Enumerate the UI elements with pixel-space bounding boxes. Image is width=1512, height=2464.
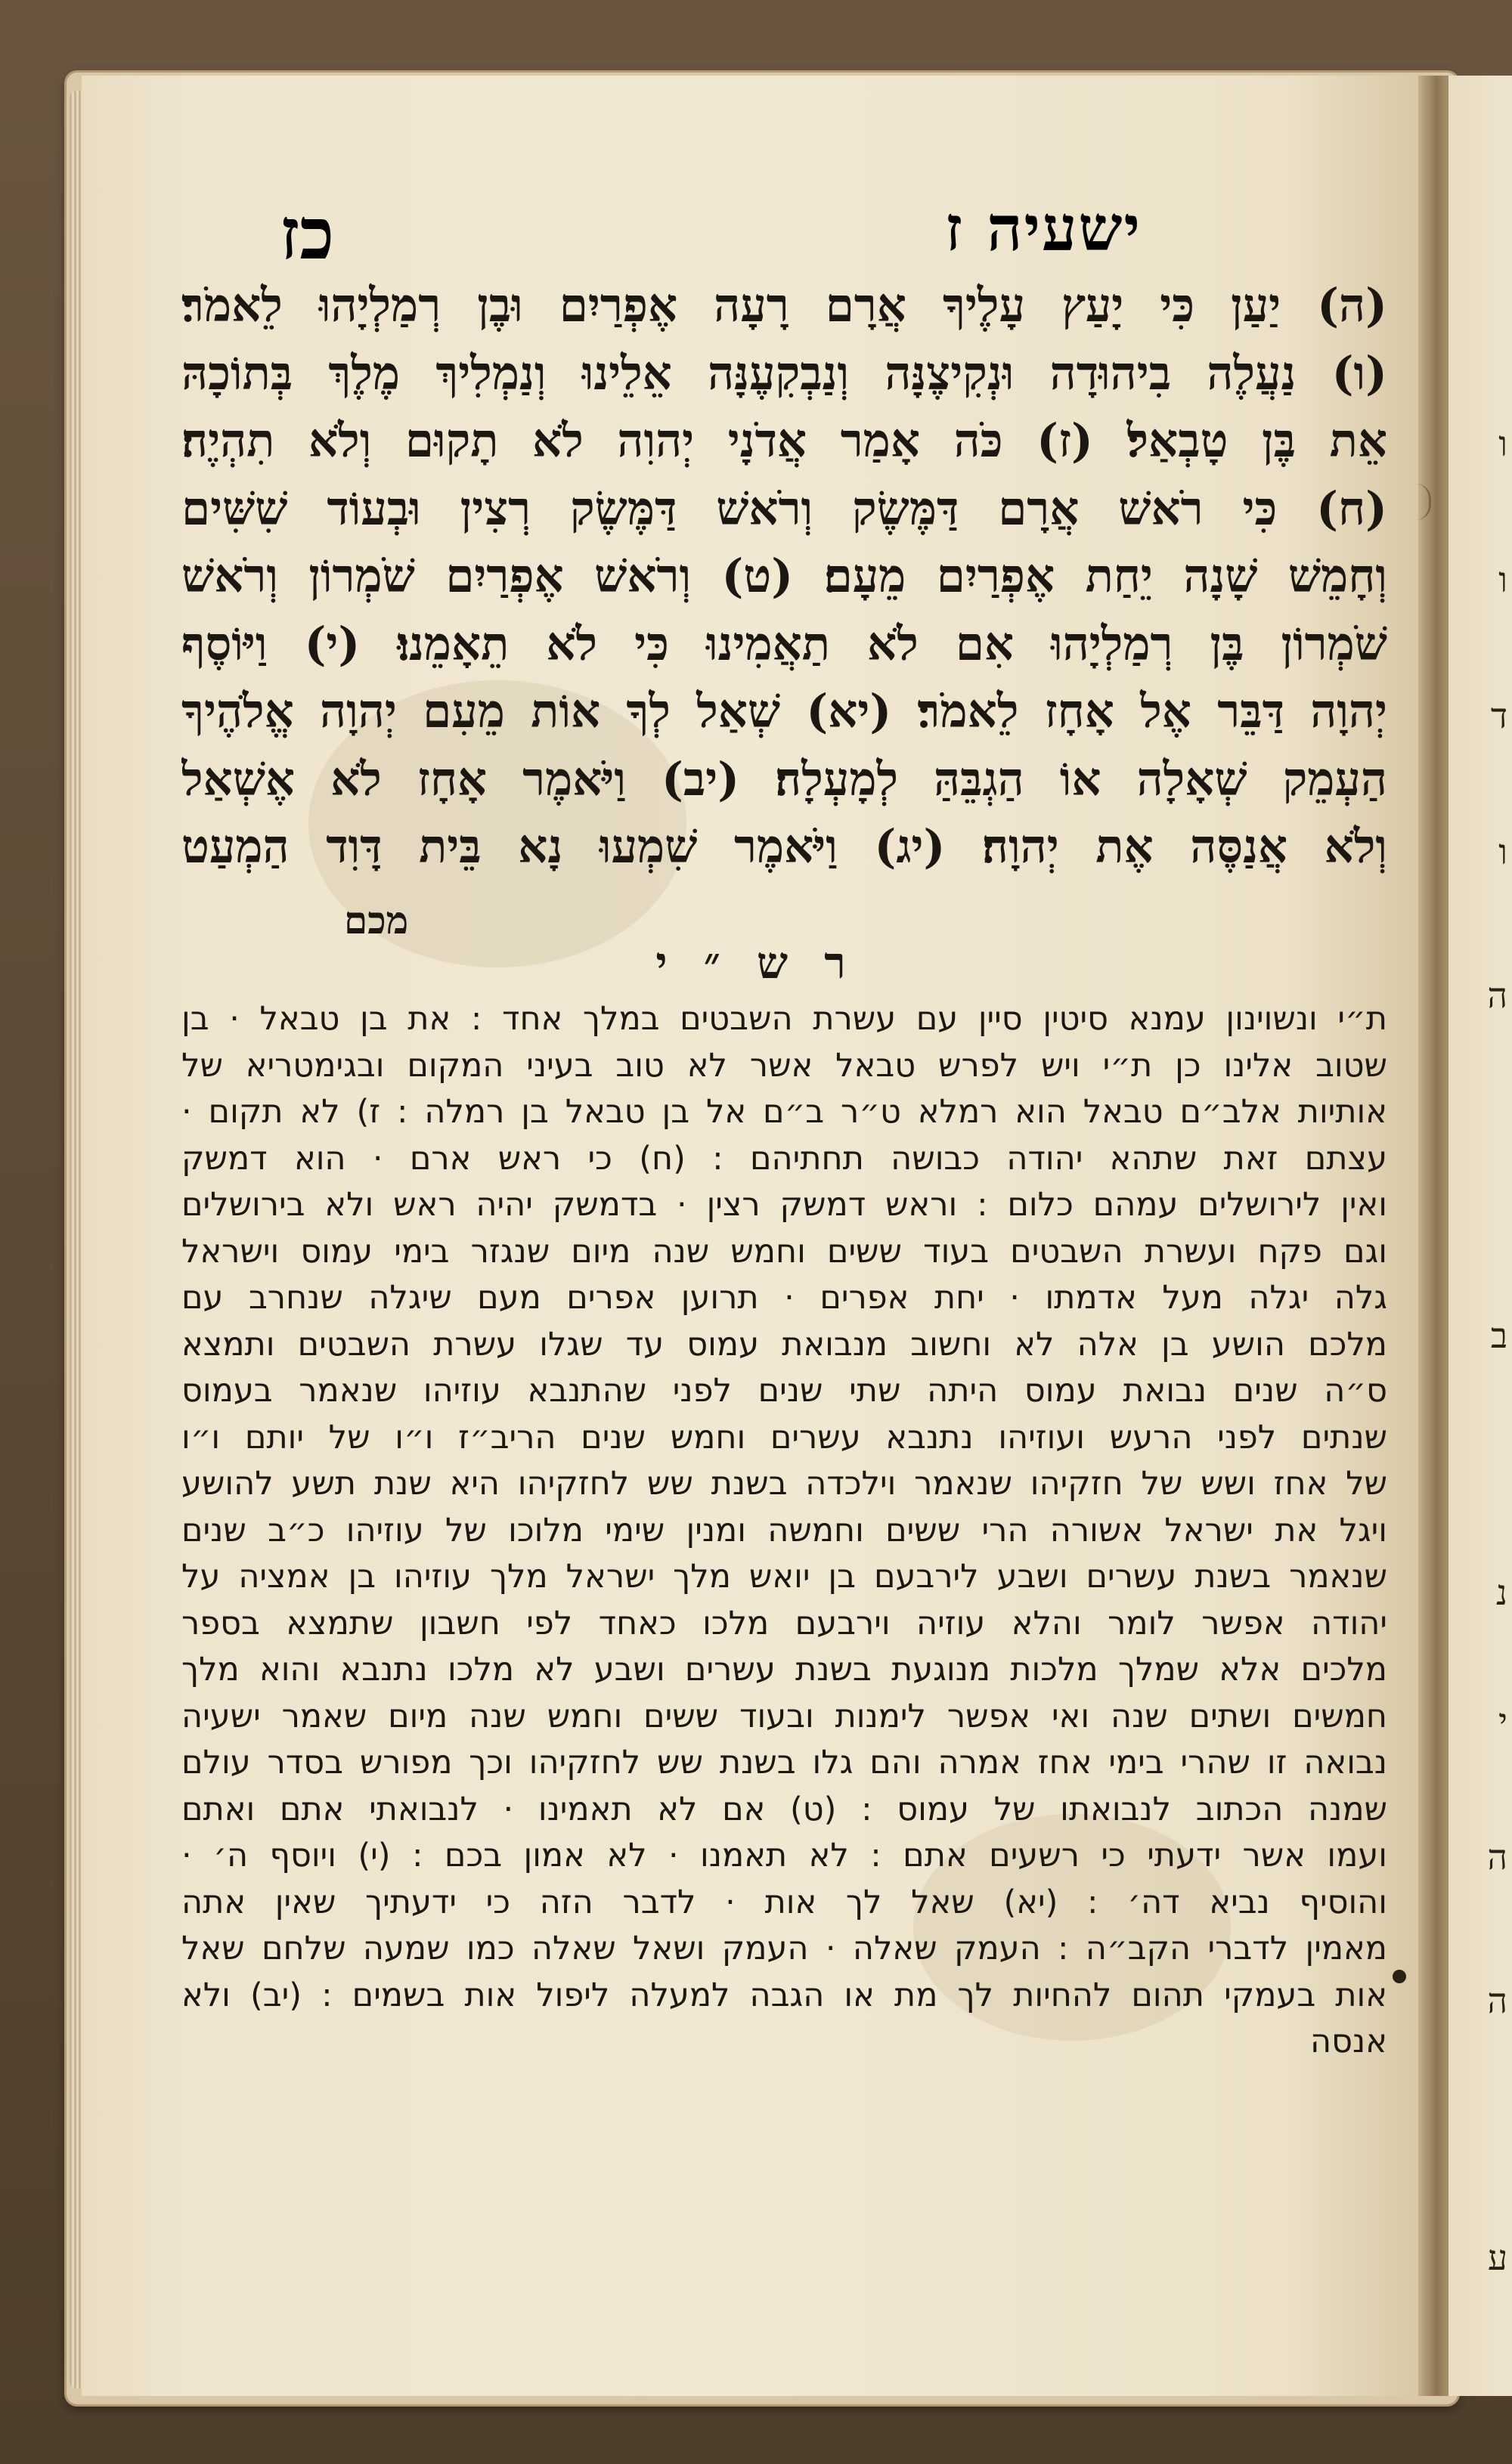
page-header (280, 193, 1331, 276)
commentary-line: וגם פקח ועשרת השבטים בעוד ששים וחמש שנה מיום שנגזר בימי עמוס וישראל (181, 1232, 1387, 1271)
commentary-line: ויגל את ישראל אשורה הרי ששים וחמשה ומנין שימי מלוכו של עוזיהו כ״ב שנים (181, 1511, 1387, 1549)
facing-page-letter: י (1498, 1701, 1507, 1741)
commentary-line: שמנה הכתוב לנבואתו של עמוס : (ט) אם לא תאמינו · לנבואתי אתם ואתם (181, 1790, 1387, 1828)
bible-line: וְלֹא אֲנַסֶּה אֶת יְהוָה׃ (יג) וַיֹּאמֶר שִׁמְעוּ נָא בֵּית דָּוִד הַמְעַט (181, 820, 1387, 874)
catchword: מכם (344, 898, 409, 943)
commentary-line: ואין לירושלים עמהם כלום : וראש דמשק רצין · בדמשק יהיה ראש ולא בירושלים (181, 1186, 1387, 1224)
commentary-line: אותיות אלב״ם טבאל הוא רמלא ט״ר ב״ם אל בן טבאל בן רמלה : ז) לא תקום · (181, 1093, 1387, 1131)
commentary-line: גלה יגלה מעל אדמתו · יחת אפרים · תרוען אפרים מעם שיגלה שנחרב עם (181, 1279, 1387, 1317)
commentary-line: חמשים ושתים שנה ואי אפשר לימנות ובעוד ששים וחמש שנה מיום שאמר ישעיה (181, 1697, 1387, 1735)
commentary-line: מאמין לדברי הקב״ה : העמק שאלה · העמק ושאל שאלה כמו שמעה שלחם שאל (181, 1930, 1387, 1967)
bible-line: וְחָמֵשׁ שָׁנָה יֵחַת אֶפְרַיִם מֵעָם׃ (ט) וְרֹאשׁ אֶפְרַיִם שֹׁמְרוֹן וְרֹאשׁ (181, 549, 1387, 603)
facing-page-letter: ה (1487, 975, 1507, 1016)
ink-blot (1393, 1970, 1406, 1983)
commentary-line: שנתים לפני הרעש ועוזיהו נתנבא עשרים וחמש שנים הריב״ז ו״ו של יותם ו״ו (181, 1418, 1387, 1456)
commentary-line: עצתם זאת שתהא יהודה כבושה תחתיהם : (ח) כי ראש ארם · הוא דמשק (181, 1139, 1387, 1178)
facing-page-letter: ה (1487, 1980, 1507, 2021)
commentary-line: שטוב אלינו כן ת״י ויש לפרש טבאל אשר לא טוב בעיני המקום ובגימטריא של (181, 1046, 1387, 1085)
facing-page-letter: ד (1490, 695, 1507, 736)
commentary-heading: ר ש ״ י (655, 937, 857, 989)
bible-line: (ו) נַעֲלֶה בִיהוּדָה וּנְקִיצֶנָּה וְנַבְקִעֶנָּה אֵלֵינוּ וְנַמְלִיךְ מֶלֶךְ בְּתוֹכָהּ (181, 346, 1387, 401)
facing-page-letter: ב (1490, 1315, 1507, 1356)
commentary-line: מלכם הושע בן אלה לא וחשוב מנבואת עמוס עד שגלו עשרת השבטים ותמצא (181, 1325, 1387, 1364)
commentary-line: אנסה (1310, 2023, 1387, 2060)
facing-page-letter: ה (1487, 1837, 1507, 1877)
facing-page-letter: ו (1498, 559, 1507, 600)
bible-line: הַעְמֵק שְׁאָלָה אוֹ הַגְבֵּהַּ לְמָעְלָה׃ (יב) וַיֹּאמֶר אָחָז לֹא אֶשְׁאַל (181, 752, 1387, 806)
bible-text-block (181, 272, 1387, 881)
bible-line: שֹׁמְרוֹן בֶּן רְמַלְיָהוּ אִם לֹא תַאֲמִינוּ כִּי לֹא תֵאָמֵנוּ׃ (י) וַיּוֹסֶף (181, 617, 1387, 671)
facing-page-letter: ו (1498, 423, 1507, 464)
commentary-block (181, 996, 1387, 2066)
facing-page-fragment (1448, 76, 1512, 2396)
book-gutter (1418, 76, 1448, 2396)
bible-line: אֵת בֶּן טָבְאַל׃ (ז) כֹּה אָמַר אֲדֹנָי יְהוִה לֹא תָקוּם וְלֹא תִהְיֶה׃ (181, 414, 1387, 468)
commentary-line: ת״י ונשוינון עמנא סיטין סיין עם עשרת השבטים במלך אחד : את בן טבאל · בן (181, 1000, 1387, 1038)
facing-page-letter: נ (1496, 1572, 1507, 1613)
bible-line: יְהוָה דַּבֵּר אֶל אָחָז לֵאמֹר׃ (יא) שְׁאַל לְךָ אוֹת מֵעִם יְהוָה אֱלֹהֶיךָ (181, 685, 1387, 738)
running-title: ישעיה ז (944, 193, 1142, 265)
commentary-line: מלכים אלא שמלך מלכות מנוגעת בשנת עשרים ושבע לא מלכו נתנבא והוא מלך (181, 1651, 1387, 1689)
bible-line: (ה) יַעַן כִּי יָעַץ עָלֶיךָ אֲרָם רָעָה אֶפְרַיִם וּבֶן רְמַלְיָהוּ לֵאמֹר׃ (181, 279, 1387, 333)
commentary-line: שנאמר בשנת עשרים ושבע לירבעם בן יואש מלך ישראל מלך עוזיהו בן אמציה על (181, 1558, 1387, 1596)
commentary-line: אות בעמקי תהום להחיות לך מת או הגבה למעלה ליפול אות בשמים : (יב) ולא (181, 1976, 1387, 2014)
commentary-line: ועמו אשר ידעתי כי רשעים אתם : לא תאמנו · לא אמון בכם : (י) ויוסף ה׳ · (181, 1837, 1387, 1874)
page-number: כז (280, 193, 335, 276)
bible-line: (ח) כִּי רֹאשׁ אֲרָם דַּמֶּשֶׂק וְרֹאשׁ דַּמֶּשֶׂק רְצִין וּבְעוֹד שִׁשִּׁים (181, 481, 1387, 536)
commentary-line: נבואה זו שהרי בימי אחז אמרה והם גלו בשנת שש לחזקיהו וכך מפורש בסדר עולם (181, 1744, 1387, 1781)
commentary-line: של אחז ושש של חזקיהו שנאמר וילכדה בשנת שש לחזקיהו היא שנת תשע להושע (181, 1465, 1387, 1503)
facing-page-letter: ו (1498, 831, 1507, 872)
facing-page-letter: ע (1487, 2237, 1507, 2278)
commentary-line: יהודה אפשר לומר והלא עוזיה וירבעם מלכו כאחד לפי חשבון שתמצא בספר (181, 1604, 1387, 1642)
commentary-line: ס״ה שנים נבואת עמוס היתה שתי שנים לפני שהתנבא עוזיהו שנאמר בעמוס (181, 1372, 1387, 1410)
commentary-line: והוסיף נביא דה׳ : (יא) שאל לך אות · לדבר הזה כי ידעתיך שאין אתה (181, 1883, 1387, 1921)
